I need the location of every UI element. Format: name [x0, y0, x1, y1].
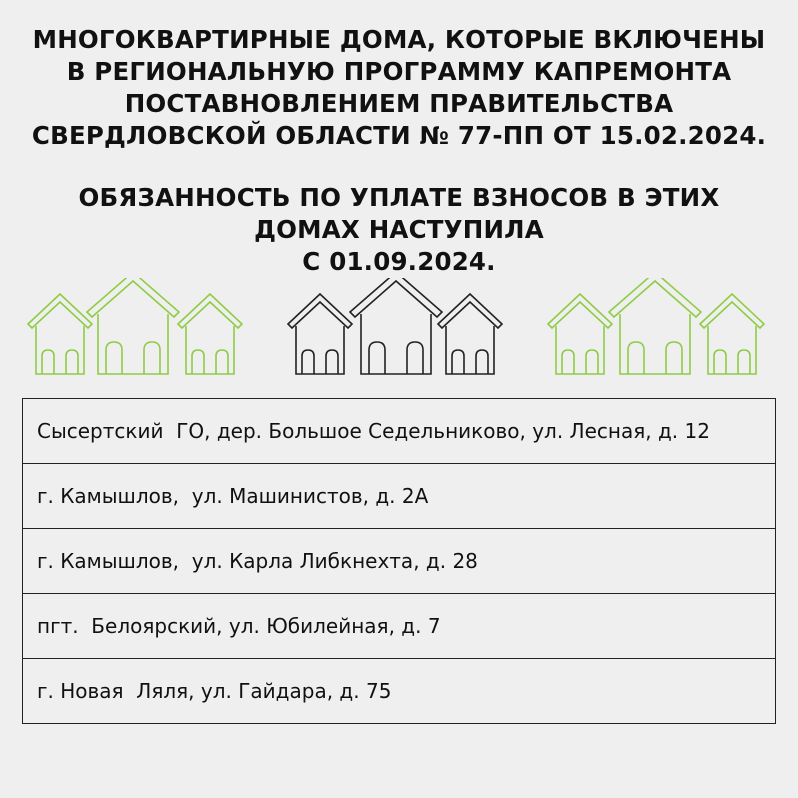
- title-line: ПОСТАВНОВЛЕНИЕМ ПРАВИТЕЛЬСТВА: [124, 89, 674, 118]
- notice-line: ДОМАХ НАСТУПИЛА: [254, 215, 544, 244]
- table-row: [23, 659, 776, 724]
- house-icon-group-right: [548, 278, 764, 374]
- table-row: [23, 399, 776, 464]
- address-cell: г. Новая Ляля, ул. Гайдара, д. 75: [23, 659, 776, 724]
- notice-line: ОБЯЗАННОСТЬ ПО УПЛАТЕ ВЗНОСОВ В ЭТИХ: [78, 183, 720, 212]
- address-cell: г. Камышлов, ул. Машинистов, д. 2А: [23, 464, 776, 529]
- table-row: [23, 529, 776, 594]
- address-cell: пгт. Белоярский, ул. Юбилейная, д. 7: [23, 594, 776, 659]
- notice-line: С 01.09.2024.: [302, 247, 496, 276]
- title-line: В РЕГИОНАЛЬНУЮ ПРОГРАММУ КАПРЕМОНТА: [66, 57, 732, 86]
- houses-illustration: [0, 278, 798, 382]
- house-icon-group-left: [28, 278, 242, 374]
- table-row: [23, 594, 776, 659]
- table-row: [23, 464, 776, 529]
- title-line: СВЕРДЛОВСКОЙ ОБЛАСТИ № 77-ПП ОТ 15.02.2024.: [31, 121, 767, 150]
- spacer: [0, 152, 798, 182]
- address-cell: г. Камышлов, ул. Карла Либкнехта, д. 28: [23, 529, 776, 594]
- title-line: МНОГОКВАРТИРНЫЕ ДОМА, КОТОРЫЕ ВКЛЮЧЕНЫ: [32, 25, 766, 54]
- address-table: [22, 398, 776, 724]
- header: [0, 24, 798, 278]
- address-cell: Сысертский ГО, дер. Большое Седельниково, ул. Лесная, д. 12: [23, 399, 776, 464]
- house-icon-group-center: [288, 278, 502, 374]
